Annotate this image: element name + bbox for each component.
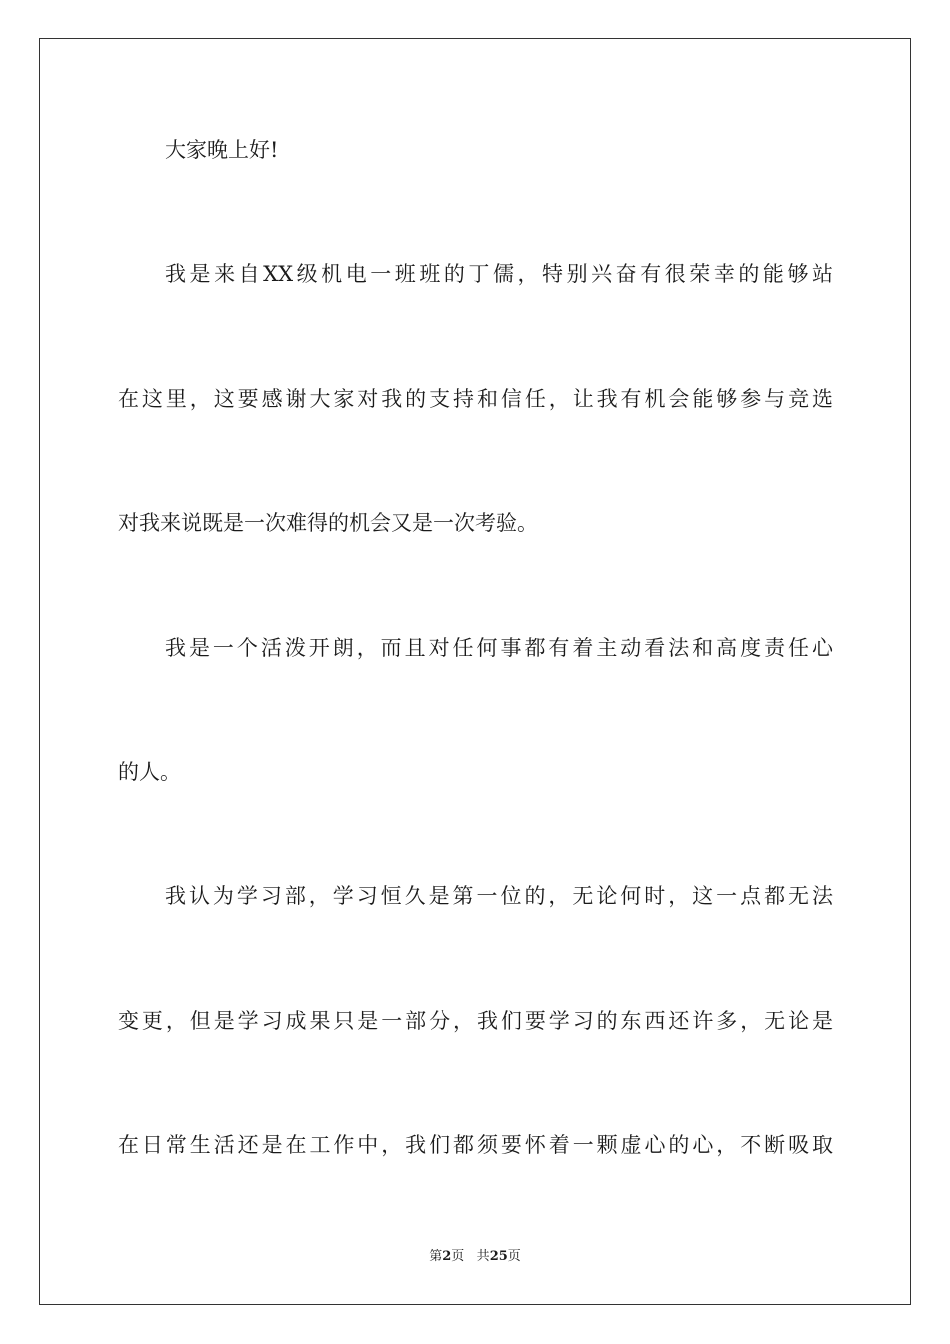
paragraph-line: 变更，但是学习成果只是一部分，我们要学习的东西还许多，无论是 xyxy=(118,1009,833,1033)
total-pages: 25 xyxy=(489,1249,508,1264)
total-suffix: 页 xyxy=(507,1249,521,1264)
paragraph-line: 对我来说既是一次难得的机会又是一次考验。 xyxy=(118,511,538,535)
total-prefix: 共 xyxy=(476,1249,490,1264)
paragraph-greeting: 大家晚上好! xyxy=(165,138,279,162)
page-suffix: 页 xyxy=(451,1249,465,1264)
paragraph-line: 在日常生活还是在工作中，我们都须要怀着一颗虚心的心，不断吸取 xyxy=(118,1133,833,1157)
paragraph-line: 我是一个活泼开朗，而且对任何事都有着主动看法和高度责任心 xyxy=(165,636,833,660)
paragraph-line: 的人。 xyxy=(118,760,181,784)
page-footer xyxy=(0,1248,950,1266)
paragraph-line: 我认为学习部，学习恒久是第一位的，无论何时，这一点都无法 xyxy=(165,884,833,908)
paragraph-line: 我是来自XX级机电一班班的丁儒，特别兴奋有很荣幸的能够站 xyxy=(165,262,833,286)
page-number: 2 xyxy=(442,1249,452,1264)
page-prefix: 第 xyxy=(429,1249,443,1264)
paragraph-line: 在这里，这要感谢大家对我的支持和信任，让我有机会能够参与竞选 xyxy=(118,387,833,411)
page-border xyxy=(39,38,911,1305)
